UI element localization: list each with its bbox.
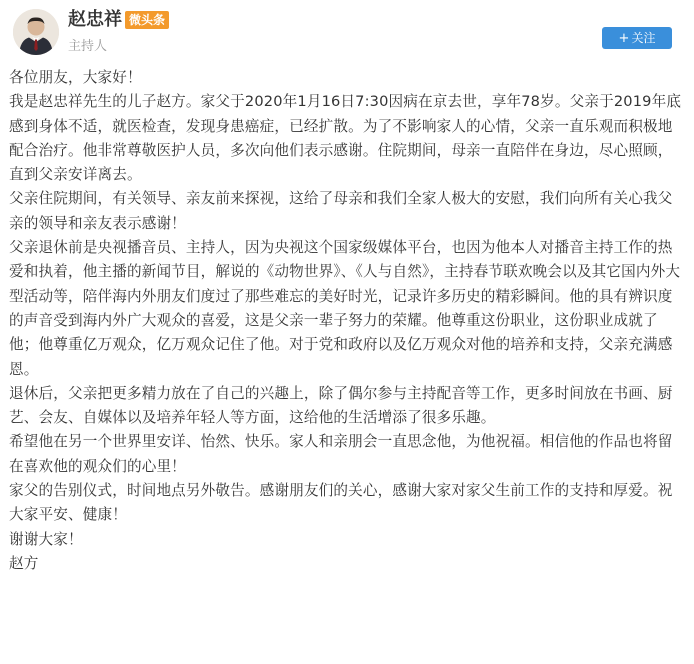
post-paragraph: 我是赵忠祥先生的儿子赵方。家父于2020年1月16日7:30因病在京去世，享年78岁。父亲于2019年底感到身体不适，就医检查，发现身患癌症，已经扩散。为了不影响家人的心情，父亲一直乐观而积极地配合治疗。他非常尊敬医护人员，多次向他们表示感谢。住院期间，母亲一直陪伴在身边，尽心照顾，直到父亲安详离去。	[9, 93, 682, 184]
weitoutiao-badge: 微头条	[125, 11, 169, 29]
post-content	[9, 66, 685, 576]
follow-label: 关注	[631, 31, 656, 45]
plus-icon: +	[618, 31, 630, 46]
post-paragraph: 父亲退休前是央视播音员、主持人，因为央视这个国家级媒体平台，也因为他本人对播音主持工作的热爱和执着，他主播的新闻节目，解说的《动物世界》、《人与自然》，主持春节联欢晚会以及其它国内外大型活动等，陪伴海内外朋友们度过了那些难忘的美好时光，记录许多历史的精彩瞬间。他的具有辨识度的声音受到海内外广大观众的喜爱，这是父亲一辈子努力的荣耀。他尊重这份职业，这份职业成就了他；他尊重亿万观众，亿万观众记住了他。对于党和政府以及亿万观众对他的培养和支持，父亲充满感恩。	[9, 239, 681, 378]
post-paragraph: 希望他在另一个世界里安详、怡然、快乐。家人和亲朋会一直思念他，为他祝福。相信他的作品也将留在喜欢他的观众们的心里！	[9, 433, 673, 475]
post-paragraph: 各位朋友，大家好！	[9, 69, 142, 86]
author-role: 主持人	[68, 39, 108, 54]
post-paragraph: 家父的告别仪式，时间地点另外敬告。感谢朋友们的关心，感谢大家对家父生前工作的支持和厚爱。祝大家平安、健康！	[9, 482, 673, 524]
follow-button[interactable]	[602, 27, 672, 49]
author-name[interactable]: 赵忠祥	[68, 9, 122, 30]
post-paragraph: 父亲住院期间，有关领导、亲友前来探视，这给了母亲和我们全家人极大的安慰，我们向所有关心我父亲的领导和亲友表示感谢！	[9, 190, 673, 232]
post-paragraph: 退休后，父亲把更多精力放在了自己的兴趣上，除了偶尔参与主持配音等工作，更多时间放在书画、厨艺、会友、自媒体以及培养年轻人等方面，这给他的生活增添了很多乐趣。	[9, 384, 673, 427]
avatar-portrait-icon	[13, 9, 59, 55]
post-header	[0, 0, 694, 62]
post-signature: 赵方	[9, 554, 39, 572]
user-avatar[interactable]	[13, 9, 59, 55]
post-paragraph: 谢谢大家！	[9, 530, 83, 548]
